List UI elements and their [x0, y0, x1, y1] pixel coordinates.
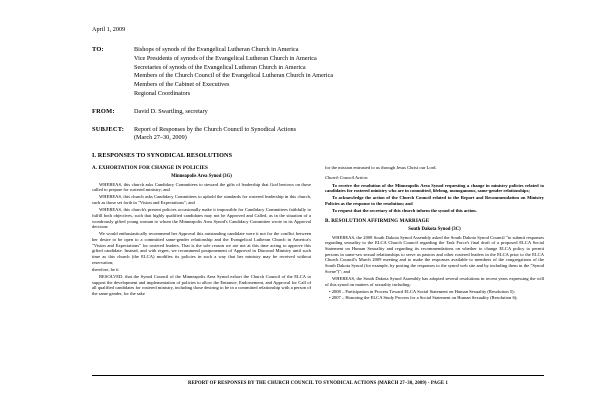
memo-to-line: Members of the Church Council of the Evangelical Lutheran Church in America: [134, 72, 334, 80]
memo-to-line: Secretaries of synods of the Evangelical Lutheran Church in America: [134, 63, 306, 71]
memo-label-subject: SUBJECT:: [92, 125, 125, 133]
paragraph: therefore, be it: [92, 266, 119, 272]
paragraph: RESOLVED, that the Synod Council of the Minneapolis Area Synod exhort the Church Council of the ELCA to support the development and implementation of policies to allow the Entrance, Endorsement, and Approval for Call of all qualified candidates for rostered ministry, including those desiring to be in a committed relationship with a person of the same gender, for the sake: [92, 274, 311, 297]
right-column: [325, 165, 544, 302]
action-paragraph: To acknowledge the action of the Church Council related to the Report and Recommendation on Ministry Policies as the response to the resolution; and: [325, 195, 544, 207]
left-column: [92, 165, 311, 302]
two-column-body: [92, 165, 544, 302]
paragraph: WHEREAS, the South Dakota Synod Assembly has adopted several resolutions in recent years expressing the will of this synod on matters of sexuality including:: [325, 275, 544, 287]
paragraph: WHEREAS, this church asks Candidacy Committees to steward the gifts of leadership that God bestows on those called to prepare for rostered ministry; and: [92, 181, 311, 193]
list-item-text: 2007 – Honoring the ELCA Study Process for a Social Statement on Human Sexuality (Resolution 6);: [331, 295, 518, 301]
memo-to-line: Members of the Cabinet of Executives: [134, 81, 230, 89]
paragraph: WHEREAS, this church's present policies occasionally make it impossible for Candidacy Committees faithfully to fulfill both objectives, such that highly qualified candidates may not be Approved and Called, as in the situation of a wondrously gifted young woman to whom the Minneapolis Area Synod's Candidacy Committee wrote in its Approval decision:: [92, 207, 311, 230]
paragraph: WHEREAS, this church asks Candidacy Committees to uphold the standards for rostered leadership in this church, such as those set forth in "Vision and Expectations"; and: [92, 194, 311, 206]
memo-label-to: TO:: [92, 46, 104, 53]
memo-subject-text: [134, 126, 544, 144]
page-footer: REPORT OF RESPONSES BY THE CHURCH COUNCIL TO SYNODICAL ACTIONS (MARCH 27–30, 2009) - PAGE 1: [188, 381, 448, 386]
action-paragraph: To receive the resolution of the Minneapolis Area Synod requesting a change in ministry policies related to candidates for rostered ministry who are in committed, lifelong, monogamous, same-gender relationships;: [325, 182, 544, 194]
memo-row-from: [92, 108, 544, 117]
continuation-text: for the mission entrusted to us through Jesus Christ our Lord.: [325, 165, 437, 171]
quoted-paragraph: We would enthusiastically recommend her Approval this outstanding candidate were it not for the conflict between her desire to be open to a committed same-gender relationship and the Evangelical Lutheran Church in America's "Vision and Expectations" for rostered leaders. That is the sole reason we are not at this time acting to approve this gifted candidate. Instead, and with regret, we recommend postponement of Approval in Diaconal Ministry until such time as this church (the ELCA) modifies its policies in such a way that her ministry may be received without reservation;: [92, 231, 311, 265]
memo-from-text: David D. Swartling, secretary: [134, 107, 208, 115]
memo-row-to: [92, 46, 544, 99]
memo-to-line: Bishops of synods of the Evangelical Lutheran Church in America: [134, 46, 299, 53]
item-b-subhead: South Dakota Synod (3C): [408, 226, 461, 232]
list-item-text: 2008 – Participation in Process Toward ELCA Social Statement on Human Sexuality (Resolution 5);: [331, 288, 515, 294]
memo-to-line: Regional Coordinators: [134, 89, 191, 97]
church-council-action-label: Church Council Action:: [325, 175, 369, 181]
list-item: • 2007 – Honoring the ELCA Study Process for a Social Statement on Human Sexuality (Resolution 6);: [329, 295, 518, 301]
item-a-subhead: Minneapolis Area Synod (3G): [171, 173, 232, 179]
list-item: • 2008 – Participation in Process Toward ELCA Social Statement on Human Sexuality (Resolution 5);: [329, 288, 515, 294]
memo-row-subject: [92, 126, 544, 144]
memo-subject-line: Report of Responses by the Church Council to Synodical Actions: [134, 125, 297, 133]
memo-label-from: FROM:: [92, 107, 115, 115]
memo-subject-line: (March 27–30, 2009): [134, 134, 187, 142]
item-b-heading: B. RESOLUTION AFFIRMING MARRIAGE: [325, 218, 430, 225]
action-paragraph: To request that the secretary of this church inform the synod of this action.: [332, 208, 477, 214]
memo-to-line: Vice Presidents of synods of the Evangelical Lutheran Church in America: [134, 54, 317, 62]
memo-recipients: [134, 46, 544, 99]
section-heading: I. RESPONSES TO SYNODICAL RESOLUTIONS: [92, 152, 233, 160]
paragraph: WHEREAS, the 2008 South Dakota Synod Assembly asked the South Dakota Synod Council "to submit responses regarding sexuality to the ELCA Church Council regarding the Task Force's final draft of a proposed ELCA Social Statement on Human Sexuality and regarding its recommendations on whether to change ELCA policy to permit persons in same-sex sexual relationships to serve as pastors and other rostered leaders in the ELCA prior to the ELCA Church Council's March 2009 meeting and to make the responses available to members of the congregations of the South Dakota Synod (for example, by posting the responses to the synod web site and by including them in the "Synod Scene")"; and: [325, 234, 544, 274]
document-date: April 1, 2009: [92, 26, 126, 33]
item-a-heading: A. EXHORTATION FOR CHANGE IN POLICIES: [92, 165, 208, 172]
footer-divider: [92, 375, 544, 376]
